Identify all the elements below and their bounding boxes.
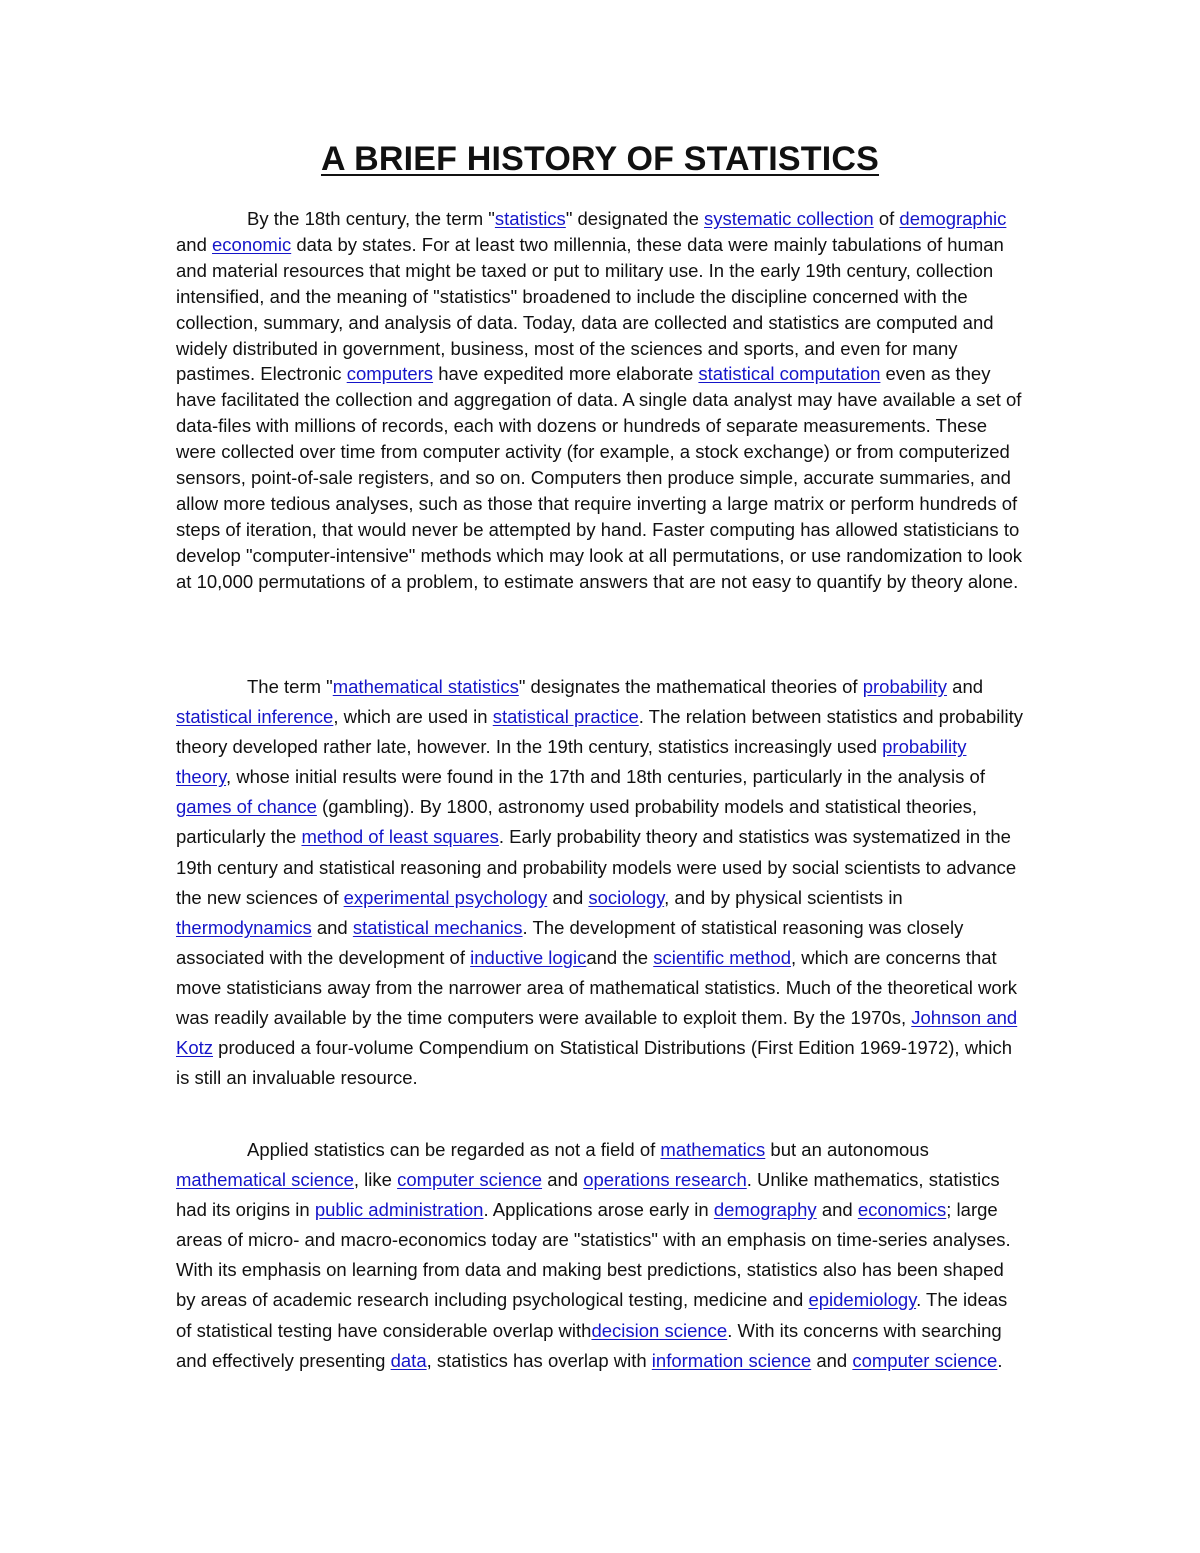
hyperlink[interactable]: demographic [899, 208, 1007, 229]
body-text: By the 18th century, the term " [247, 208, 495, 229]
body-text: produced a four-volume Compendium on Statistical Distributions (First Edition 1969-1972), which is still an invaluable resource. [176, 1037, 1012, 1089]
body-text: . The ideas of statistical testing have considerable overlap with [176, 1289, 1008, 1341]
hyperlink[interactable]: method of least squares [301, 826, 499, 848]
hyperlink[interactable]: mathematical science [176, 1169, 354, 1191]
body-text: " designated the [565, 208, 705, 229]
body-text: , whose initial results were found in the 17th and 18th centuries, particularly in the analysis of [226, 766, 985, 788]
hyperlink[interactable]: Johnson and Kotz [176, 1007, 1018, 1059]
hyperlink[interactable]: demography [713, 1199, 817, 1221]
document-title: A BRIEF HISTORY OF STATISTICS [320, 140, 880, 178]
body-text: , which are concerns that move statisticians away from the narrower area of mathematical statistics. Much of the theoretical work was readily available by the time computers were available to exploit them. By the 1970s, [176, 946, 1018, 1029]
body-text: have expedited more elaborate [433, 363, 699, 385]
hyperlink[interactable]: thermodynamics [176, 916, 312, 938]
body-text: , and by physical scientists in [664, 886, 903, 908]
paragraph-1 [176, 206, 1026, 595]
body-text: and [311, 916, 353, 938]
hyperlink[interactable]: computers [346, 363, 434, 385]
body-text: The term " [247, 676, 333, 697]
body-text: and [947, 676, 984, 697]
hyperlink[interactable]: statistical mechanics [352, 916, 523, 938]
body-text: and the [586, 946, 654, 968]
hyperlink[interactable]: epidemiology [808, 1289, 917, 1311]
hyperlink[interactable]: information science [651, 1349, 812, 1371]
hyperlink[interactable]: sociology [588, 886, 665, 908]
hyperlink[interactable]: statistical computation [698, 363, 881, 385]
body-text: , like [353, 1169, 398, 1191]
hyperlink[interactable]: mathematics [660, 1139, 766, 1160]
body-text: . Early probability theory and statistics was systematized in the 19th century and statistical reasoning and probability models were used by social scientists to advance the new sciences of [176, 826, 1017, 908]
body-text: . With its concerns with searching and effectively presenting [176, 1319, 1002, 1371]
hyperlink[interactable]: probability [862, 676, 948, 697]
body-text: , statistics has overlap with [426, 1349, 652, 1371]
hyperlink[interactable]: systematic collection [704, 208, 874, 229]
hyperlink[interactable]: economics [857, 1199, 947, 1221]
body-text: (gambling). By 1800, astronomy used probability models and statistical theories, particularly the [176, 796, 978, 848]
body-text: data by states. For at least two millennia, these data were mainly tabulations of human and material resources that might be taxed or put to military use. In the early 19th century, collection intensified, and the meaning of "statistics" broadened to include the discipline concerned with the collection, summary, and analysis of data. Today, data are collected and statistics are computed and widely distributed in government, business, most of the sciences and sports, and even for many pastimes. Electronic [176, 233, 1004, 385]
body-text: and [176, 233, 213, 255]
body-text: . Unlike mathematics, statistics had its origins in [176, 1169, 1000, 1221]
hyperlink[interactable]: scientific method [653, 946, 791, 968]
body-text: . [997, 1349, 1003, 1371]
body-text: even as they have facilitated the collection and aggregation of data. A single data analyst may have available a set of data-files with millions of records, each with dozens or hundreds of separate measurements. These were collected over time from computer activity (for example, a stock exchange) or from computerized sensors, point-of-sale registers, and so on. Computers then produce simple, accurate summaries, and allow more tedious analyses, such as those that require inverting a large matrix or perform hundreds of steps of iteration, that would never be attempted by hand. Faster computing has allowed statisticians to develop "computer-intensive" methods which may look at all permutations, or use randomization to look at 10,000 permutations of a problem, to estimate answers that are not easy to quantify by theory alone. [176, 363, 1023, 592]
body-text: but an autonomous [765, 1139, 929, 1160]
body-text: and [542, 1169, 584, 1191]
hyperlink[interactable]: statistical inference [176, 706, 334, 728]
paragraph-2 [176, 672, 1026, 1093]
body-text: " designates the mathematical theories of [518, 676, 863, 697]
body-text: . The development of statistical reasoning was closely associated with the development of [176, 916, 964, 968]
body-text: and [547, 886, 589, 908]
hyperlink[interactable]: experimental psychology [343, 886, 548, 908]
hyperlink[interactable]: data [390, 1349, 427, 1371]
hyperlink[interactable]: economic [212, 233, 292, 255]
hyperlink[interactable]: statistics [494, 208, 566, 229]
hyperlink[interactable]: games of chance [176, 796, 317, 818]
body-text: Applied statistics can be regarded as not a field of [247, 1139, 661, 1160]
body-text: ; large areas of micro- and macro-economics today are "statistics" with an emphasis on time-series analyses. With its emphasis on learning from data and making best predictions, statistics also has been shaped by areas of academic research including psychological testing, medicine and [176, 1199, 1011, 1311]
hyperlink[interactable]: decision science [591, 1319, 728, 1341]
hyperlink[interactable]: computer science [852, 1349, 998, 1371]
hyperlink[interactable]: probability theory [176, 736, 967, 788]
body-text: . Applications arose early in [483, 1199, 714, 1221]
body-text: , which are used in [333, 706, 493, 728]
paragraph-3 [176, 1135, 1026, 1376]
hyperlink[interactable]: mathematical statistics [332, 676, 519, 697]
body-text: and [816, 1199, 858, 1221]
body-text: of [873, 208, 900, 229]
hyperlink[interactable]: statistical practice [492, 706, 639, 728]
hyperlink[interactable]: computer science [397, 1169, 543, 1191]
hyperlink[interactable]: inductive logic [470, 946, 587, 968]
hyperlink[interactable]: public administration [314, 1199, 484, 1221]
body-text: and [811, 1349, 853, 1371]
hyperlink[interactable]: operations research [583, 1169, 747, 1191]
body-text: . The relation between statistics and probability theory developed rather late, however. In the 19th century, statistics increasingly used [176, 706, 1023, 758]
